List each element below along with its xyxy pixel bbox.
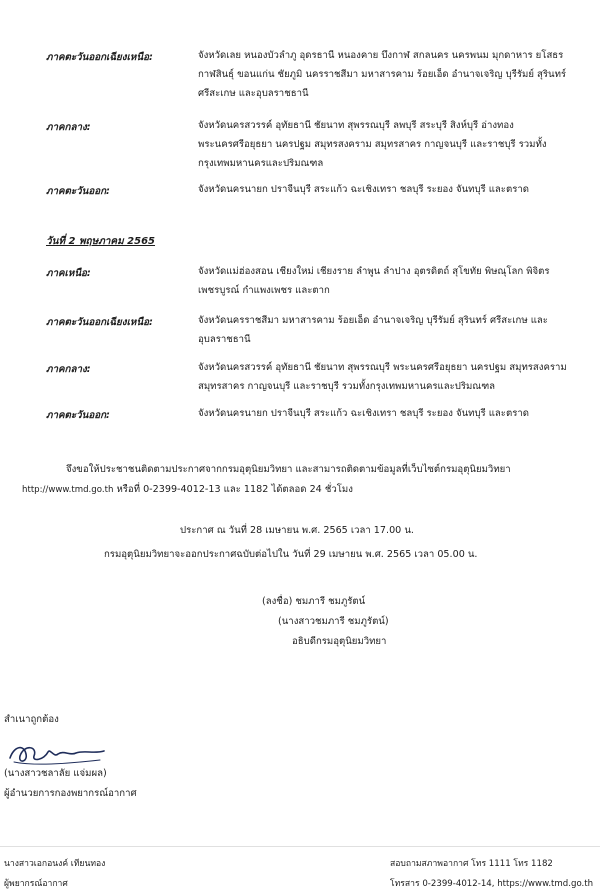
issue-datetime: ประกาศ ณ วันที่ 28 เมษายน พ.ศ. 2565 เวลา 17.00 น.: [180, 525, 414, 536]
region-label: ภาคตะวันออก:: [46, 410, 110, 421]
certified-position: ผู้อำนวยการกองพยากรณ์อากาศ: [4, 788, 137, 799]
region-label: ภาคตะวันออก:: [46, 186, 110, 197]
region-provinces: จังหวัดนครสวรรค์ อุทัยธานี ชัยนาท สุพรรณบุรี พระนครศรีอยุธยา นครปฐม สมุทรสงคราม สมุทรสาคร กาญจนบุรี และราชบุรี รวมทั้งกรุงเทพมหานครและปริมณฑล: [198, 362, 567, 392]
region-label: ภาคกลาง:: [46, 122, 91, 133]
certified-name: (นางสาวชลาลัย แจ่มผล): [4, 768, 107, 779]
region-row-east: [46, 184, 582, 208]
region-label: ภาคตะวันออกเฉียงเหนือ:: [46, 52, 153, 63]
footer-divider: [0, 846, 600, 847]
follow-note-line2: [22, 482, 353, 497]
signer-name: (นางสาวชมภารี ชมภูรัตน์): [278, 616, 389, 627]
region-row-east: [46, 408, 582, 430]
footer-inquiry: สอบถามสภาพอากาศ โทร 1111 โทร 1182: [390, 859, 553, 869]
certified-label: สำเนาถูกต้อง: [4, 714, 59, 725]
signed-line: (ลงชื่อ) ชมภารี ชมภูรัตน์: [262, 596, 366, 607]
website-link[interactable]: http://www.tmd.go.th: [22, 485, 114, 495]
region-row-northeast: [46, 50, 582, 112]
region-row-northeast: [46, 315, 582, 355]
phone-info: หรือที่ 0-2399-4012-13 และ 1182 ได้ตลอด 24 ชั่วโมง: [113, 484, 353, 495]
footer-forecaster-name: นางสาวเอกอนงค์ เทียนทอง: [4, 859, 106, 869]
region-row-central: [46, 362, 582, 402]
footer-forecaster-role: ผู้พยากรณ์อากาศ: [4, 879, 68, 889]
footer-fax-web: โทรสาร 0-2399-4012-14, https://www.tmd.go.th: [390, 879, 594, 889]
region-provinces: จังหวัดเลย หนองบัวลำภู อุดรธานี หนองคาย บึงกาฬ สกลนคร นครพนม มุกดาหาร ยโสธร กาฬสินธุ์ ขอนแก่น ชัยภูมิ นครราชสีมา มหาสารคาม ร้อยเอ็ด อำนาจเจริญ บุรีรัมย์ สุรินทร์ ศรีสะเกษ และอุบลราชธานี: [198, 50, 567, 99]
region-provinces: จังหวัดนครนายก ปราจีนบุรี สระแก้ว ฉะเชิงเทรา ชลบุรี ระยอง จันทบุรี และตราด: [198, 408, 529, 419]
region-provinces: จังหวัดนครสวรรค์ อุทัยธานี ชัยนาท สุพรรณบุรี ลพบุรี สระบุรี สิงห์บุรี อ่างทอง พระนครศรีอยุธยา นครปฐม สมุทรสงคราม สมุทรสาคร กาญจนบุรี และราชบุรี รวมทั้งกรุงเทพมหานครและปริมณฑล: [198, 120, 547, 169]
region-provinces: จังหวัดนครนายก ปราจีนบุรี สระแก้ว ฉะเชิงเทรา ชลบุรี ระยอง จันทบุรี และตราด: [198, 184, 529, 195]
region-row-north: [46, 266, 582, 306]
date-heading: วันที่ 2 พฤษภาคม 2565: [46, 236, 156, 247]
region-label: ภาคตะวันออกเฉียงเหนือ:: [46, 317, 153, 328]
next-issue-note: กรมอุตุนิยมวิทยาจะออกประกาศฉบับต่อไปใน วันที่ 29 เมษายน พ.ศ. 2565 เวลา 05.00 น.: [104, 549, 478, 560]
region-label: ภาคกลาง:: [46, 364, 91, 375]
region-provinces: จังหวัดแม่ฮ่องสอน เชียงใหม่ เชียงราย ลำพูน ลำปาง อุตรดิตถ์ สุโขทัย พิษณุโลก พิจิตร เพชรบูรณ์ กำแพงเพชร และตาก: [198, 266, 550, 296]
follow-note-line1: จึงขอให้ประชาชนติดตามประกาศจากกรมอุตุนิยมวิทยา และสามารถติดตามข้อมูลที่เว็บไซต์กรมอุตุนิยมวิทยา: [66, 464, 511, 475]
region-provinces: จังหวัดนครราชสีมา มหาสารคาม ร้อยเอ็ด อำนาจเจริญ บุรีรัมย์ สุรินทร์ ศรีสะเกษ และอุบลราชธานี: [198, 315, 548, 345]
region-row-central: [46, 120, 582, 182]
signer-title: อธิบดีกรมอุตุนิยมวิทยา: [292, 636, 387, 647]
region-label: ภาคเหนือ:: [46, 268, 91, 279]
